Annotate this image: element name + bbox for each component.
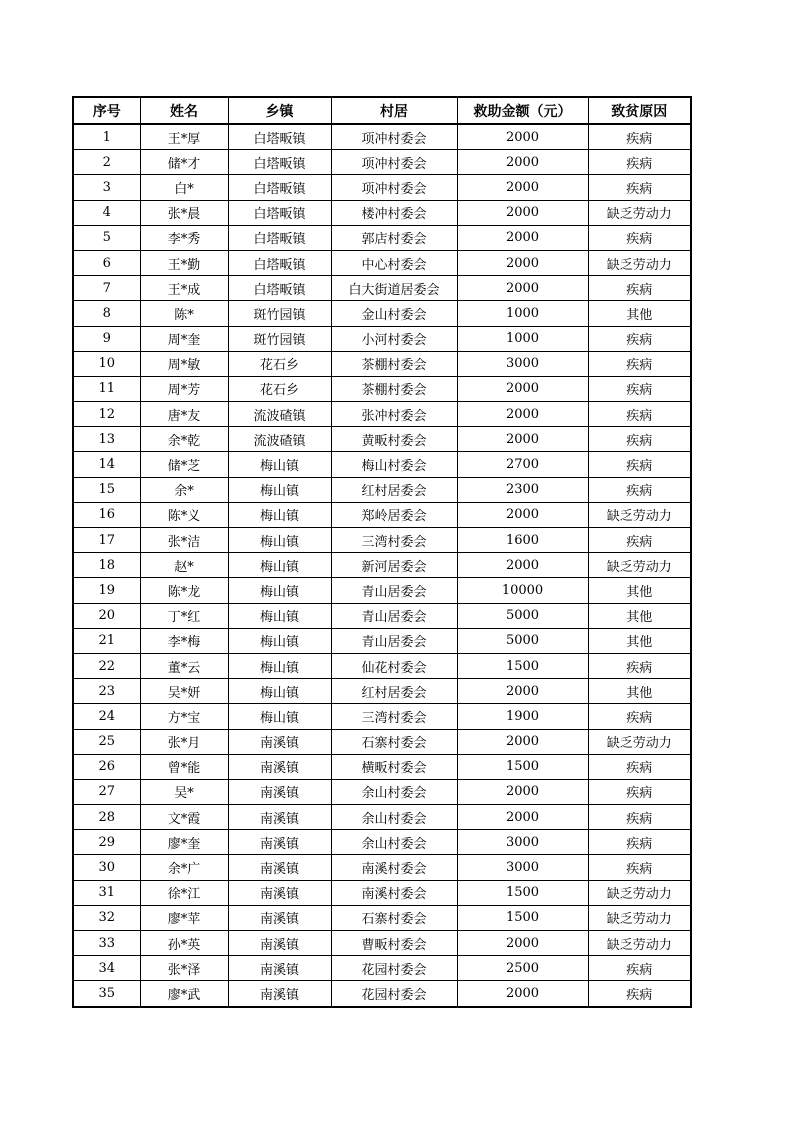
cell-reason: 疾病 [588, 956, 691, 981]
cell-reason: 缺乏劳动力 [588, 250, 691, 275]
cell-town: 梅山镇 [228, 653, 331, 678]
table-row [73, 578, 691, 603]
cell-village: 梅山村委会 [331, 452, 457, 477]
cell-reason: 疾病 [588, 276, 691, 301]
cell-amount: 2000 [457, 376, 588, 401]
cell-reason: 疾病 [588, 402, 691, 427]
table-row [73, 351, 691, 376]
cell-village: 石寨村委会 [331, 729, 457, 754]
cell-index: 9 [73, 326, 140, 351]
cell-village: 红村居委会 [331, 679, 457, 704]
cell-town: 南溪镇 [228, 830, 331, 855]
cell-index: 35 [73, 981, 140, 1007]
cell-reason: 疾病 [588, 981, 691, 1007]
cell-town: 梅山镇 [228, 528, 331, 553]
cell-index: 13 [73, 427, 140, 452]
cell-name: 王*厚 [140, 124, 228, 150]
cell-name: 储*芝 [140, 452, 228, 477]
cell-name: 廖*奎 [140, 830, 228, 855]
table-row [73, 830, 691, 855]
cell-town: 梅山镇 [228, 502, 331, 527]
cell-index: 19 [73, 578, 140, 603]
table-row [73, 704, 691, 729]
cell-village: 郭店村委会 [331, 225, 457, 250]
cell-village: 红村居委会 [331, 477, 457, 502]
cell-reason: 疾病 [588, 175, 691, 200]
cell-village: 青山居委会 [331, 603, 457, 628]
cell-name: 廖*苹 [140, 905, 228, 930]
table-row [73, 981, 691, 1007]
cell-reason: 疾病 [588, 124, 691, 150]
cell-amount: 2000 [457, 931, 588, 956]
cell-town: 斑竹园镇 [228, 326, 331, 351]
cell-town: 南溪镇 [228, 754, 331, 779]
cell-town: 梅山镇 [228, 578, 331, 603]
cell-index: 31 [73, 880, 140, 905]
cell-name: 周*芳 [140, 376, 228, 401]
header-town: 乡镇 [228, 97, 331, 124]
cell-town: 南溪镇 [228, 905, 331, 930]
cell-town: 白塔畈镇 [228, 175, 331, 200]
cell-reason: 疾病 [588, 376, 691, 401]
cell-index: 7 [73, 276, 140, 301]
table-row [73, 905, 691, 930]
cell-amount: 3000 [457, 830, 588, 855]
cell-reason: 疾病 [588, 150, 691, 175]
cell-town: 花石乡 [228, 376, 331, 401]
cell-name: 余*广 [140, 855, 228, 880]
table-row [73, 175, 691, 200]
cell-amount: 2000 [457, 427, 588, 452]
cell-village: 郑岭居委会 [331, 502, 457, 527]
cell-reason: 疾病 [588, 830, 691, 855]
cell-reason: 疾病 [588, 754, 691, 779]
cell-reason: 其他 [588, 578, 691, 603]
cell-amount: 5000 [457, 603, 588, 628]
cell-village: 项冲村委会 [331, 175, 457, 200]
table-row [73, 452, 691, 477]
cell-reason: 疾病 [588, 528, 691, 553]
cell-amount: 2000 [457, 553, 588, 578]
cell-amount: 2000 [457, 175, 588, 200]
cell-village: 仙花村委会 [331, 653, 457, 678]
cell-index: 27 [73, 779, 140, 804]
cell-town: 梅山镇 [228, 628, 331, 653]
cell-name: 吴* [140, 779, 228, 804]
table-row [73, 124, 691, 150]
cell-amount: 2000 [457, 679, 588, 704]
cell-village: 余山村委会 [331, 805, 457, 830]
cell-index: 20 [73, 603, 140, 628]
cell-village: 花园村委会 [331, 981, 457, 1007]
cell-amount: 2500 [457, 956, 588, 981]
cell-index: 1 [73, 124, 140, 150]
cell-amount: 2000 [457, 225, 588, 250]
table-row [73, 528, 691, 553]
cell-index: 26 [73, 754, 140, 779]
cell-reason: 缺乏劳动力 [588, 905, 691, 930]
cell-index: 32 [73, 905, 140, 930]
cell-reason: 疾病 [588, 477, 691, 502]
cell-amount: 1500 [457, 880, 588, 905]
cell-name: 张*泽 [140, 956, 228, 981]
cell-name: 周*奎 [140, 326, 228, 351]
cell-town: 南溪镇 [228, 779, 331, 804]
table-row [73, 805, 691, 830]
cell-town: 梅山镇 [228, 553, 331, 578]
table-row [73, 150, 691, 175]
cell-index: 23 [73, 679, 140, 704]
cell-village: 项冲村委会 [331, 150, 457, 175]
cell-reason: 疾病 [588, 805, 691, 830]
cell-index: 30 [73, 855, 140, 880]
cell-reason: 疾病 [588, 704, 691, 729]
cell-index: 10 [73, 351, 140, 376]
cell-reason: 疾病 [588, 326, 691, 351]
cell-amount: 3000 [457, 855, 588, 880]
cell-index: 18 [73, 553, 140, 578]
cell-town: 白塔畈镇 [228, 276, 331, 301]
cell-town: 南溪镇 [228, 981, 331, 1007]
header-index: 序号 [73, 97, 140, 124]
cell-town: 白塔畈镇 [228, 124, 331, 150]
cell-village: 小河村委会 [331, 326, 457, 351]
cell-village: 南溪村委会 [331, 855, 457, 880]
cell-town: 南溪镇 [228, 956, 331, 981]
cell-village: 项冲村委会 [331, 124, 457, 150]
cell-amount: 2700 [457, 452, 588, 477]
cell-name: 赵* [140, 553, 228, 578]
table-row [73, 402, 691, 427]
cell-town: 花石乡 [228, 351, 331, 376]
relief-table [72, 96, 692, 1008]
table-row [73, 880, 691, 905]
cell-name: 吴*妍 [140, 679, 228, 704]
cell-index: 6 [73, 250, 140, 275]
cell-village: 南溪村委会 [331, 880, 457, 905]
cell-name: 陈* [140, 301, 228, 326]
cell-name: 余*乾 [140, 427, 228, 452]
cell-name: 唐*友 [140, 402, 228, 427]
cell-town: 梅山镇 [228, 679, 331, 704]
table-row [73, 956, 691, 981]
cell-village: 茶棚村委会 [331, 376, 457, 401]
table-row [73, 754, 691, 779]
cell-amount: 1500 [457, 905, 588, 930]
cell-village: 白大街道居委会 [331, 276, 457, 301]
cell-name: 徐*江 [140, 880, 228, 905]
cell-index: 5 [73, 225, 140, 250]
cell-village: 中心村委会 [331, 250, 457, 275]
cell-amount: 10000 [457, 578, 588, 603]
header-name: 姓名 [140, 97, 228, 124]
table-row [73, 326, 691, 351]
cell-name: 方*宝 [140, 704, 228, 729]
cell-name: 文*霞 [140, 805, 228, 830]
cell-index: 17 [73, 528, 140, 553]
cell-index: 14 [73, 452, 140, 477]
cell-amount: 1600 [457, 528, 588, 553]
cell-index: 24 [73, 704, 140, 729]
cell-name: 王*成 [140, 276, 228, 301]
cell-index: 4 [73, 200, 140, 225]
cell-amount: 1500 [457, 653, 588, 678]
cell-amount: 1000 [457, 326, 588, 351]
cell-index: 29 [73, 830, 140, 855]
cell-village: 曹畈村委会 [331, 931, 457, 956]
cell-town: 梅山镇 [228, 704, 331, 729]
cell-index: 15 [73, 477, 140, 502]
cell-name: 李*梅 [140, 628, 228, 653]
cell-index: 2 [73, 150, 140, 175]
cell-name: 丁*红 [140, 603, 228, 628]
cell-index: 12 [73, 402, 140, 427]
cell-town: 梅山镇 [228, 452, 331, 477]
cell-amount: 1500 [457, 754, 588, 779]
table-row [73, 653, 691, 678]
cell-village: 黄畈村委会 [331, 427, 457, 452]
cell-amount: 2000 [457, 276, 588, 301]
cell-index: 25 [73, 729, 140, 754]
table-row [73, 931, 691, 956]
cell-index: 11 [73, 376, 140, 401]
cell-amount: 2000 [457, 805, 588, 830]
cell-name: 陈*义 [140, 502, 228, 527]
header-amount: 救助金额（元） [457, 97, 588, 124]
table-row [73, 779, 691, 804]
cell-town: 南溪镇 [228, 931, 331, 956]
header-row [73, 97, 691, 124]
header-reason: 致贫原因 [588, 97, 691, 124]
cell-village: 新河居委会 [331, 553, 457, 578]
cell-reason: 缺乏劳动力 [588, 553, 691, 578]
cell-name: 廖*武 [140, 981, 228, 1007]
cell-reason: 疾病 [588, 653, 691, 678]
cell-name: 李*秀 [140, 225, 228, 250]
cell-name: 孙*英 [140, 931, 228, 956]
table-row [73, 502, 691, 527]
table-row [73, 603, 691, 628]
cell-village: 三湾村委会 [331, 528, 457, 553]
cell-reason: 其他 [588, 628, 691, 653]
cell-town: 南溪镇 [228, 880, 331, 905]
cell-town: 白塔畈镇 [228, 250, 331, 275]
cell-reason: 缺乏劳动力 [588, 200, 691, 225]
cell-village: 三湾村委会 [331, 704, 457, 729]
cell-name: 白* [140, 175, 228, 200]
cell-village: 花园村委会 [331, 956, 457, 981]
cell-name: 陈*龙 [140, 578, 228, 603]
cell-reason: 缺乏劳动力 [588, 502, 691, 527]
cell-village: 楼冲村委会 [331, 200, 457, 225]
table-row [73, 276, 691, 301]
cell-amount: 2000 [457, 402, 588, 427]
cell-amount: 2300 [457, 477, 588, 502]
table-row [73, 427, 691, 452]
cell-amount: 2000 [457, 200, 588, 225]
cell-index: 34 [73, 956, 140, 981]
table-row [73, 477, 691, 502]
cell-village: 青山居委会 [331, 578, 457, 603]
table-row [73, 301, 691, 326]
cell-index: 8 [73, 301, 140, 326]
cell-amount: 2000 [457, 250, 588, 275]
cell-reason: 疾病 [588, 855, 691, 880]
cell-index: 3 [73, 175, 140, 200]
cell-name: 张*晨 [140, 200, 228, 225]
cell-amount: 1000 [457, 301, 588, 326]
table-row [73, 679, 691, 704]
cell-reason: 疾病 [588, 225, 691, 250]
cell-town: 南溪镇 [228, 805, 331, 830]
table-row [73, 855, 691, 880]
cell-name: 余* [140, 477, 228, 502]
table-row [73, 376, 691, 401]
table-row [73, 200, 691, 225]
cell-reason: 其他 [588, 301, 691, 326]
cell-town: 流波碴镇 [228, 402, 331, 427]
cell-reason: 疾病 [588, 452, 691, 477]
cell-reason: 疾病 [588, 351, 691, 376]
cell-village: 石寨村委会 [331, 905, 457, 930]
cell-village: 张冲村委会 [331, 402, 457, 427]
cell-name: 周*敏 [140, 351, 228, 376]
cell-index: 16 [73, 502, 140, 527]
cell-reason: 缺乏劳动力 [588, 931, 691, 956]
table-body [73, 124, 691, 1007]
cell-reason: 缺乏劳动力 [588, 729, 691, 754]
cell-amount: 3000 [457, 351, 588, 376]
cell-reason: 其他 [588, 603, 691, 628]
cell-village: 青山居委会 [331, 628, 457, 653]
cell-town: 南溪镇 [228, 855, 331, 880]
cell-name: 董*云 [140, 653, 228, 678]
cell-name: 储*才 [140, 150, 228, 175]
cell-village: 金山村委会 [331, 301, 457, 326]
cell-amount: 2000 [457, 981, 588, 1007]
cell-town: 白塔畈镇 [228, 225, 331, 250]
cell-index: 28 [73, 805, 140, 830]
cell-reason: 疾病 [588, 779, 691, 804]
table-row [73, 628, 691, 653]
cell-town: 白塔畈镇 [228, 200, 331, 225]
cell-village: 余山村委会 [331, 830, 457, 855]
cell-reason: 其他 [588, 679, 691, 704]
cell-amount: 2000 [457, 124, 588, 150]
cell-village: 余山村委会 [331, 779, 457, 804]
table-row [73, 553, 691, 578]
cell-reason: 缺乏劳动力 [588, 880, 691, 905]
cell-village: 茶棚村委会 [331, 351, 457, 376]
cell-amount: 1900 [457, 704, 588, 729]
cell-village: 横畈村委会 [331, 754, 457, 779]
table-header [73, 97, 691, 124]
cell-town: 梅山镇 [228, 603, 331, 628]
header-village: 村居 [331, 97, 457, 124]
cell-amount: 5000 [457, 628, 588, 653]
cell-amount: 2000 [457, 150, 588, 175]
cell-town: 白塔畈镇 [228, 150, 331, 175]
cell-amount: 2000 [457, 779, 588, 804]
cell-index: 22 [73, 653, 140, 678]
cell-name: 曾*能 [140, 754, 228, 779]
table-row [73, 225, 691, 250]
cell-name: 张*月 [140, 729, 228, 754]
cell-name: 王*勤 [140, 250, 228, 275]
cell-amount: 2000 [457, 502, 588, 527]
cell-town: 斑竹园镇 [228, 301, 331, 326]
cell-index: 21 [73, 628, 140, 653]
cell-index: 33 [73, 931, 140, 956]
cell-town: 梅山镇 [228, 477, 331, 502]
cell-reason: 疾病 [588, 427, 691, 452]
cell-name: 张*洁 [140, 528, 228, 553]
table-row [73, 729, 691, 754]
cell-town: 南溪镇 [228, 729, 331, 754]
table-row [73, 250, 691, 275]
cell-town: 流波碴镇 [228, 427, 331, 452]
cell-amount: 2000 [457, 729, 588, 754]
